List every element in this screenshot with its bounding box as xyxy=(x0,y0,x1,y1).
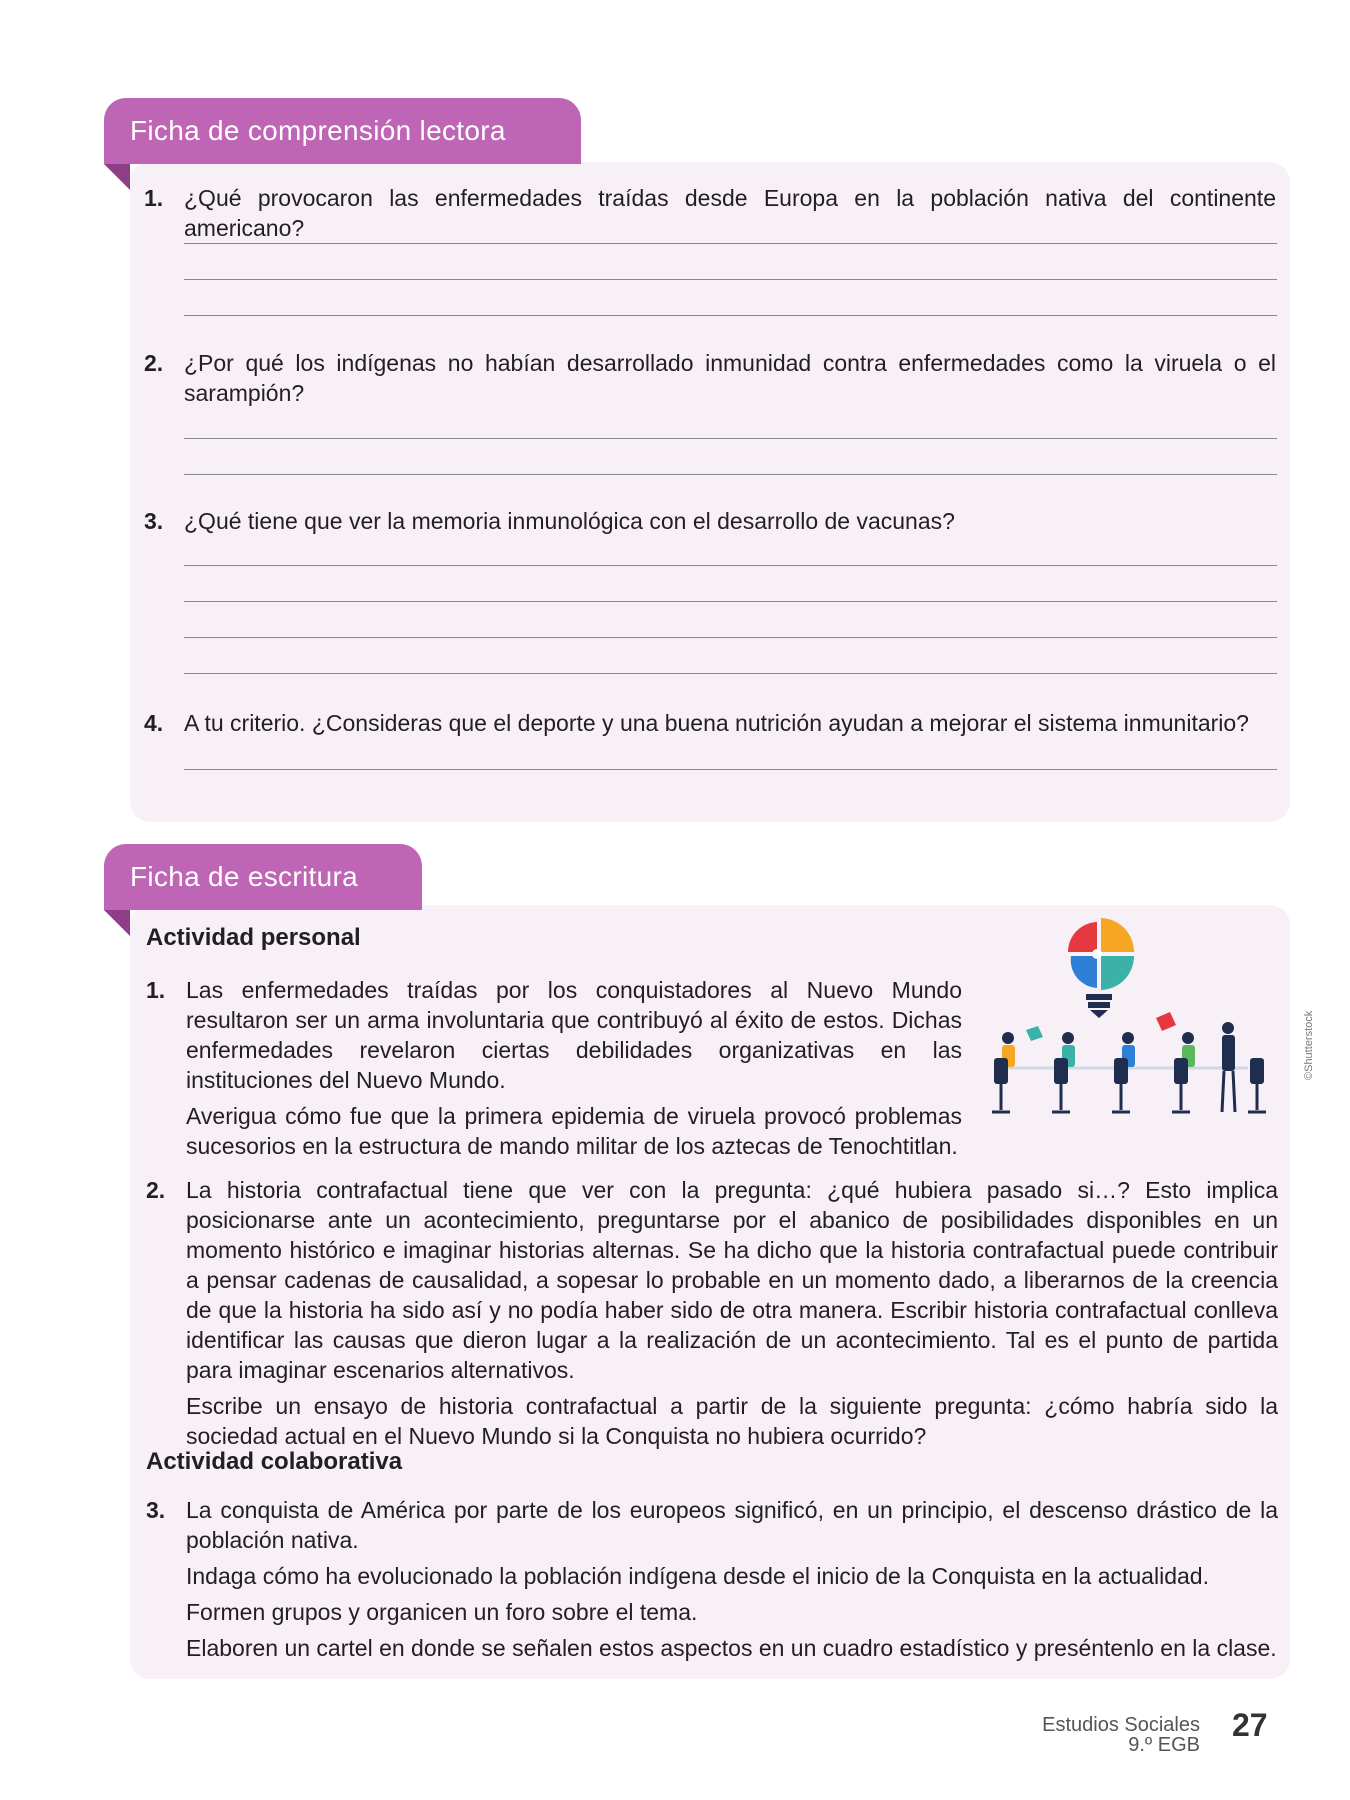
image-credit: ©Shutterstock xyxy=(1303,1010,1315,1080)
question-number: 1. xyxy=(144,185,164,211)
item-number: 3. xyxy=(146,1497,166,1523)
comprehension-tab-fold xyxy=(104,164,130,190)
answer-line[interactable] xyxy=(184,601,1277,602)
lightbulb-puzzle-icon xyxy=(1068,918,1134,1018)
item-number: 1. xyxy=(146,977,166,1003)
footer-subject xyxy=(1042,1715,1200,1755)
item-paragraph: La historia contrafactual tiene que ver con la pregunta: ¿qué hubiera pasado si…? Esto implica posicionarse ante un acontecimiento, preguntarse por el abanico de posibilidades disponibles en un momento histórico e imaginar historias alternas. Se ha dicho que la historia contrafactual puede contribuir a pensar cadenas de causalidad, a sopesar lo probable en un momento dado, a liberarnos de la creencia de que la historia ha sido así y no podía haber sido de otra manera. Escribir historia contrafactual conlleva identificar las causas que dieron lugar a la realización de un acontecimiento. Tal es el punto de partida para imaginar escenarios alternativos. xyxy=(186,1177,1278,1383)
person-icon xyxy=(1112,1032,1135,1112)
standing-person-icon xyxy=(1222,1022,1235,1112)
question-number: 4. xyxy=(144,710,164,736)
answer-line[interactable] xyxy=(184,279,1277,280)
subject-name: Estudios Sociales xyxy=(1042,1714,1200,1736)
collaborative-activity-heading: Actividad colaborativa xyxy=(146,1448,403,1475)
answer-line[interactable] xyxy=(184,474,1277,475)
answer-line[interactable] xyxy=(184,637,1277,638)
comprehension-question-2 xyxy=(144,348,1276,408)
person-icon xyxy=(1172,1032,1195,1112)
answer-line[interactable] xyxy=(184,565,1277,566)
item-paragraph: Escribe un ensayo de historia contrafactual a partir de la siguiente pregunta: ¿cómo habría sido la sociedad actual en el Nuevo Mundo si la Conquista no hubiera ocurrido? xyxy=(186,1393,1278,1449)
grade-level: 9.º EGB xyxy=(1128,1734,1200,1756)
question-text: ¿Qué tiene que ver la memoria inmunológica con el desarrollo de vacunas? xyxy=(184,508,955,534)
question-text: ¿Qué provocaron las enfermedades traídas desde Europa en la población nativa del continente americano? xyxy=(184,185,1276,241)
puzzle-piece-icon xyxy=(1026,1026,1043,1041)
writing-item-2 xyxy=(146,1175,1278,1451)
item-paragraph: Formen grupos y organicen un foro sobre el tema. xyxy=(186,1599,698,1625)
item-paragraph: Indaga cómo ha evolucionado la población indígena desde el inicio de la Conquista en la actualidad. xyxy=(186,1563,1209,1589)
answer-line[interactable] xyxy=(184,243,1277,244)
writing-tab-fold xyxy=(104,910,130,936)
comprehension-tab-title: Ficha de comprensión lectora xyxy=(104,98,581,164)
item-paragraph: Averigua cómo fue que la primera epidemia de viruela provocó problemas sucesorios en la estructura de mando militar de los aztecas de Tenochtitlan. xyxy=(186,1103,962,1159)
question-number: 2. xyxy=(144,350,164,376)
question-text: A tu criterio. ¿Consideras que el deporte y una buena nutrición ayudan a mejorar el sistema inmunitario? xyxy=(184,710,1249,736)
comprehension-question-1 xyxy=(144,183,1276,243)
item-paragraph: Elaboren un cartel en donde se señalen estos aspectos en un cuadro estadístico y preséntenlo en la clase. xyxy=(186,1635,1277,1661)
comprehension-question-3 xyxy=(144,506,1276,536)
chair-icon xyxy=(1248,1058,1266,1112)
item-number: 2. xyxy=(146,1177,166,1203)
answer-line[interactable] xyxy=(184,673,1277,674)
person-icon xyxy=(1052,1032,1075,1112)
question-number: 3. xyxy=(144,508,164,534)
writing-tab-title: Ficha de escritura xyxy=(104,844,422,910)
writing-item-3 xyxy=(146,1495,1278,1663)
personal-activity-heading: Actividad personal xyxy=(146,924,361,951)
answer-line[interactable] xyxy=(184,438,1277,439)
page-number: 27 xyxy=(1232,1707,1268,1743)
answer-line[interactable] xyxy=(184,769,1277,770)
person-icon xyxy=(992,1032,1015,1112)
item-paragraph: La conquista de América por parte de los europeos significó, en un principio, el descenso drástico de la población nativa. xyxy=(186,1497,1278,1553)
writing-item-1 xyxy=(146,975,962,1161)
puzzle-piece-icon xyxy=(1156,1012,1176,1031)
teamwork-illustration xyxy=(978,908,1288,1123)
question-text: ¿Por qué los indígenas no habían desarrollado inmunidad contra enfermedades como la viruela o el sarampión? xyxy=(184,350,1276,406)
item-paragraph: Las enfermedades traídas por los conquistadores al Nuevo Mundo resultaron ser un arma involuntaria que contribuyó al éxito de estos. Dichas enfermedades revelaron ciertas debilidades organizativas en las instituciones del Nuevo Mundo. xyxy=(186,977,962,1093)
answer-line[interactable] xyxy=(184,315,1277,316)
comprehension-question-4 xyxy=(144,708,1276,738)
